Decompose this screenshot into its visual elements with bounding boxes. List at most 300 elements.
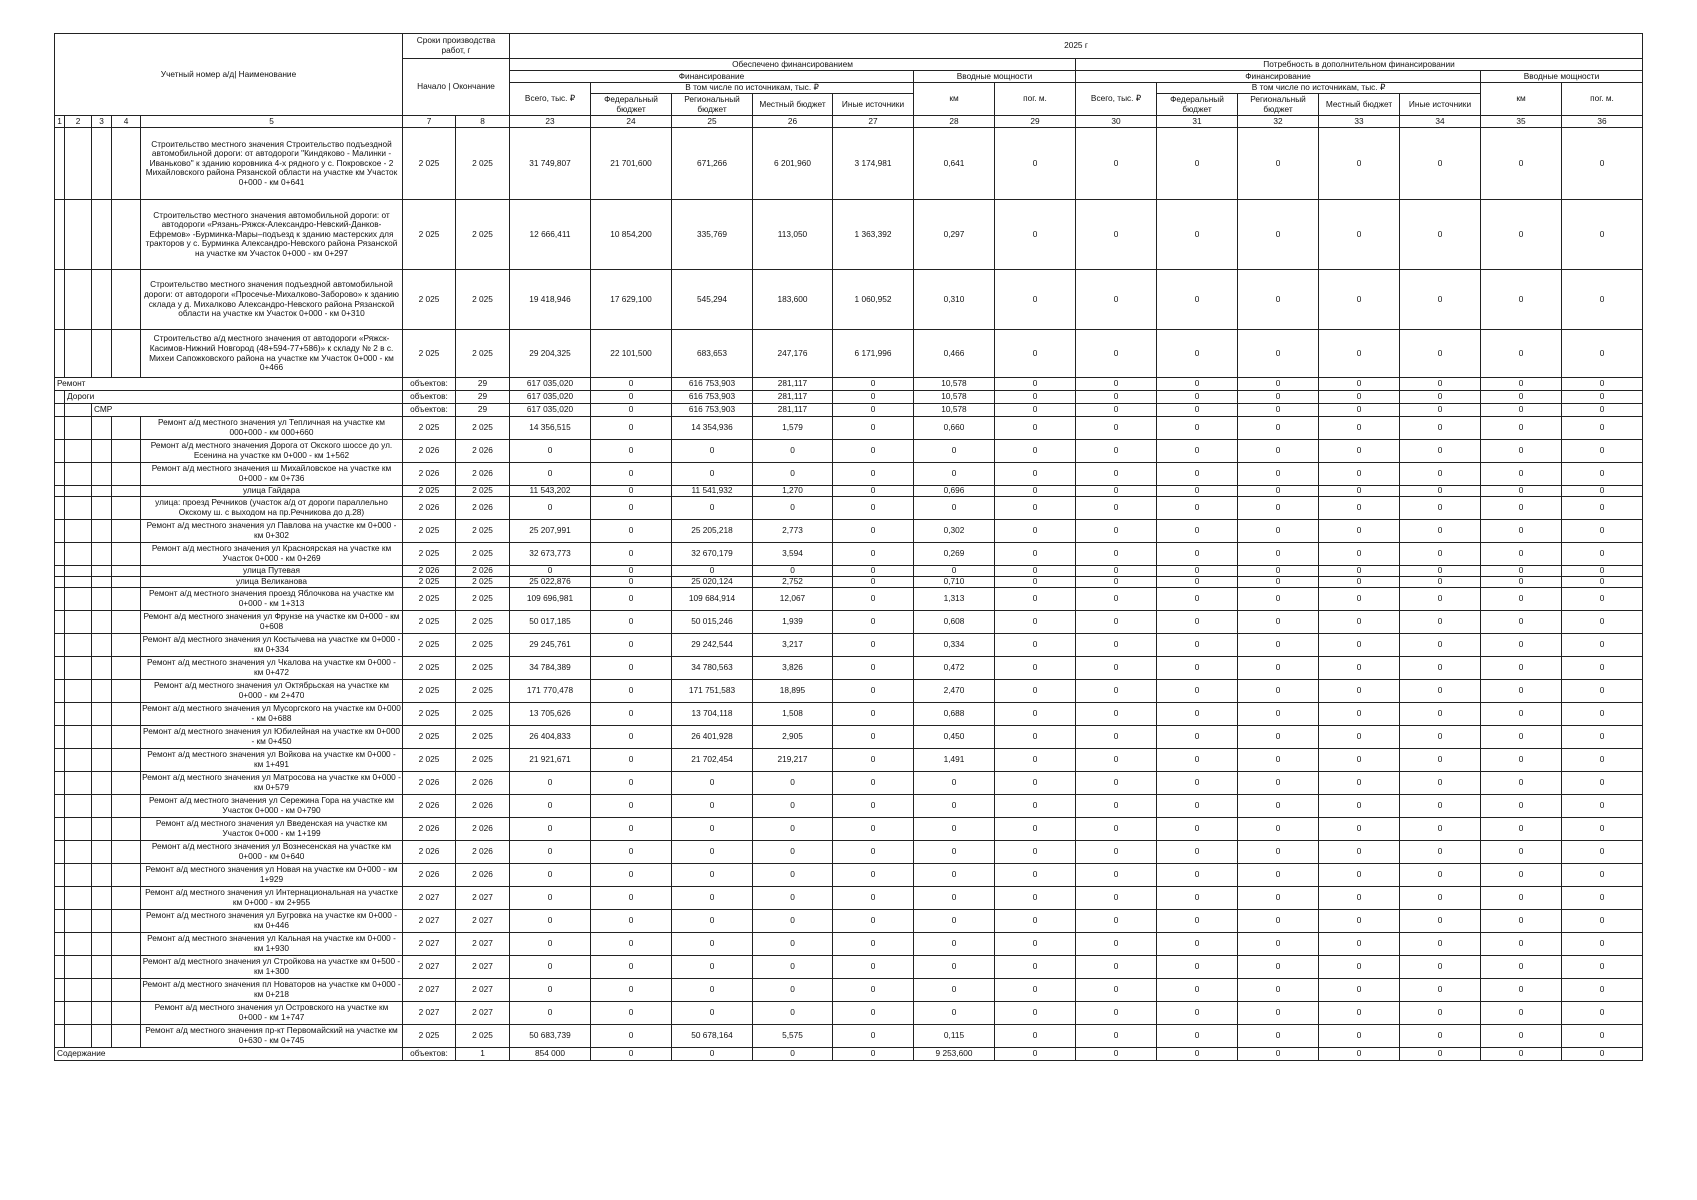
summary-label: Содержание (55, 1048, 403, 1061)
value-cell: 0 (510, 979, 591, 1002)
table-row (55, 726, 1643, 749)
end-year: 2 026 (456, 497, 510, 520)
value-cell: 0 (833, 391, 914, 404)
value-cell: 0 (510, 841, 591, 864)
value-cell: 0 (914, 1002, 995, 1025)
object-name: Ремонт а/д местного значения ул Чкалова на участке км 0+000 - км 0+472 (141, 657, 403, 680)
indent-cell (112, 887, 141, 910)
value-cell: 0 (914, 887, 995, 910)
pog-m-header-2: пог. м. (1562, 83, 1643, 116)
indent-cell (65, 128, 92, 200)
value-cell: 0 (833, 818, 914, 841)
value-cell: 0 (995, 1025, 1076, 1048)
table-row (55, 680, 1643, 703)
value-cell: 0 (1238, 611, 1319, 634)
value-cell: 0 (1319, 404, 1400, 417)
indent-cell (92, 520, 112, 543)
value-cell: 0 (1481, 933, 1562, 956)
value-cell: 0 (1238, 486, 1319, 497)
regional-header: Региональный бюджет (672, 94, 753, 116)
value-cell: 0 (1400, 749, 1481, 772)
value-cell: 0 (1238, 128, 1319, 200)
table-row (55, 486, 1643, 497)
value-cell: 0 (1238, 634, 1319, 657)
value-cell: 0 (1319, 463, 1400, 486)
value-cell: 0 (1481, 910, 1562, 933)
value-cell: 18,895 (753, 680, 833, 703)
value-cell: 0 (1157, 841, 1238, 864)
indent-cell (112, 440, 141, 463)
value-cell: 0 (591, 497, 672, 520)
value-cell: 0 (1076, 887, 1157, 910)
value-cell: 0 (995, 577, 1076, 588)
value-cell: 0 (672, 864, 753, 887)
value-cell: 0 (1400, 657, 1481, 680)
value-cell: 0 (1238, 440, 1319, 463)
indent-cell (112, 956, 141, 979)
value-cell: 0 (1157, 520, 1238, 543)
value-cell: 19 418,946 (510, 270, 591, 330)
value-cell: 0 (1157, 128, 1238, 200)
value-cell: 0 (1238, 497, 1319, 520)
value-cell: 0 (510, 566, 591, 577)
value-cell: 0 (1076, 772, 1157, 795)
indent-cell (65, 463, 92, 486)
value-cell: 0 (1238, 818, 1319, 841)
value-cell: 219,217 (753, 749, 833, 772)
value-cell: 0 (995, 726, 1076, 749)
value-cell: 0 (1481, 200, 1562, 270)
other-header: Иные источники (833, 94, 914, 116)
financing-header-2: Финансирование (1076, 71, 1481, 83)
value-cell: 0 (1319, 486, 1400, 497)
indent-cell (92, 680, 112, 703)
indent-cell (92, 497, 112, 520)
value-cell: 0 (1562, 726, 1643, 749)
end-year: 2 026 (456, 795, 510, 818)
value-cell: 25 205,218 (672, 520, 753, 543)
value-cell: 21 702,454 (672, 749, 753, 772)
end-year: 2 025 (456, 749, 510, 772)
value-cell: 10,578 (914, 391, 995, 404)
value-cell: 0 (833, 979, 914, 1002)
value-cell: 0 (995, 404, 1076, 417)
federal-header: Федеральный бюджет (591, 94, 672, 116)
value-cell: 0 (1562, 887, 1643, 910)
value-cell: 0,297 (914, 200, 995, 270)
value-cell: 0 (833, 887, 914, 910)
value-cell: 0,302 (914, 520, 995, 543)
start-year: 2 025 (403, 749, 456, 772)
indent-cell (55, 703, 65, 726)
value-cell: 0 (1157, 417, 1238, 440)
value-cell: 0 (1400, 979, 1481, 1002)
value-cell: 0 (1481, 330, 1562, 378)
value-cell: 0 (1076, 1025, 1157, 1048)
indent-cell (55, 417, 65, 440)
object-name: улица Путевая (141, 566, 403, 577)
object-name: Ремонт а/д местного значения ул Стройкова на участке км 0+500 - км 1+300 (141, 956, 403, 979)
value-cell: 34 780,563 (672, 657, 753, 680)
value-cell: 0 (591, 543, 672, 566)
summary-row (55, 404, 1643, 417)
start-year: 2 025 (403, 270, 456, 330)
start-year: 2 025 (403, 577, 456, 588)
value-cell: 0 (995, 417, 1076, 440)
value-cell: 0 (1157, 1025, 1238, 1048)
value-cell: 0 (833, 680, 914, 703)
value-cell: 0 (1481, 128, 1562, 200)
indent-cell (55, 726, 65, 749)
value-cell: 0 (1562, 463, 1643, 486)
object-name: улица: проезд Речников (участок а/д от дороги параллельно Окскому ш. с выходом на пр.Речникова до д.28) (141, 497, 403, 520)
value-cell: 0 (1157, 611, 1238, 634)
end-year: 2 025 (456, 1025, 510, 1048)
value-cell: 0 (1319, 726, 1400, 749)
end-year: 2 027 (456, 1002, 510, 1025)
indent-cell (65, 956, 92, 979)
value-cell: 0 (591, 956, 672, 979)
value-cell: 0 (1400, 795, 1481, 818)
value-cell: 0 (995, 841, 1076, 864)
value-cell: 0 (591, 378, 672, 391)
object-name: Ремонт а/д местного значения ул Юбилейная на участке км 0+000 - км 0+450 (141, 726, 403, 749)
value-cell: 0 (672, 1048, 753, 1061)
start-year: 2 026 (403, 566, 456, 577)
value-cell: 0 (914, 979, 995, 1002)
value-cell: 0 (1157, 543, 1238, 566)
value-cell: 0 (753, 566, 833, 577)
end-year: 2 027 (456, 933, 510, 956)
value-cell: 0 (1400, 404, 1481, 417)
value-cell: 0 (1157, 703, 1238, 726)
end-year: 2 025 (456, 680, 510, 703)
value-cell: 9 253,600 (914, 1048, 995, 1061)
value-cell: 0 (995, 200, 1076, 270)
column-index: 32 (1238, 116, 1319, 128)
object-name: Ремонт а/д местного значения Дорога от Окского шоссе до ул. Есенина на участке км 0+000 - км 1+562 (141, 440, 403, 463)
value-cell: 0 (1157, 391, 1238, 404)
value-cell: 0 (833, 703, 914, 726)
value-cell: 0,688 (914, 703, 995, 726)
value-cell: 0 (1400, 680, 1481, 703)
indent-cell (55, 543, 65, 566)
km-header-2: км (1481, 83, 1562, 116)
value-cell: 14 356,515 (510, 417, 591, 440)
name-column-header: Учетный номер а/д| Наименование (55, 34, 403, 116)
value-cell: 25 020,124 (672, 577, 753, 588)
value-cell: 0 (1157, 404, 1238, 417)
object-name: Ремонт а/д местного значения ул Красноярская на участке км Участок 0+000 - км 0+269 (141, 543, 403, 566)
indent-cell (92, 979, 112, 1002)
indent-cell (65, 772, 92, 795)
value-cell: 0 (510, 864, 591, 887)
value-cell: 0 (1157, 933, 1238, 956)
value-cell: 0 (1157, 497, 1238, 520)
value-cell: 50 017,185 (510, 611, 591, 634)
object-name: Строительство а/д местного значения от автодороги «Ряжск-Касимов-Нижний Новгород (48+594-77+586)» к складу № 2 в с. Михеи Сапожковского района на участке км Участок 0+000 - км 0+466 (141, 330, 403, 378)
end-year: 2 026 (456, 440, 510, 463)
value-cell: 0 (1562, 772, 1643, 795)
value-cell: 0 (1157, 910, 1238, 933)
value-cell: 0 (1562, 611, 1643, 634)
value-cell: 0 (672, 795, 753, 818)
value-cell: 0 (1481, 979, 1562, 1002)
value-cell: 0 (672, 1002, 753, 1025)
indent-cell (92, 726, 112, 749)
start-year: 2 026 (403, 818, 456, 841)
object-name: Ремонт а/д местного значения ул Бугровка на участке км 0+000 - км 0+446 (141, 910, 403, 933)
table-row (55, 772, 1643, 795)
indent-cell (55, 772, 65, 795)
value-cell: 0 (833, 577, 914, 588)
indent-cell (65, 795, 92, 818)
value-cell: 3,594 (753, 543, 833, 566)
value-cell: 6 171,996 (833, 330, 914, 378)
value-cell: 0 (1319, 818, 1400, 841)
indent-cell (92, 795, 112, 818)
value-cell: 0 (1238, 566, 1319, 577)
value-cell: 0 (1562, 703, 1643, 726)
value-cell: 0 (1400, 200, 1481, 270)
indent-cell (92, 1002, 112, 1025)
summary-row (55, 391, 1643, 404)
value-cell: 12 666,411 (510, 200, 591, 270)
end-year: 2 027 (456, 887, 510, 910)
total-header-2: Всего, тыс. ₽ (1076, 83, 1157, 116)
indent-cell (55, 841, 65, 864)
value-cell: 0 (1481, 772, 1562, 795)
value-cell: 29 204,325 (510, 330, 591, 378)
value-cell: 0 (833, 566, 914, 577)
indent-cell (92, 910, 112, 933)
value-cell: 0 (1238, 979, 1319, 1002)
indent-cell (92, 818, 112, 841)
indent-cell (65, 270, 92, 330)
value-cell: 0 (1562, 128, 1643, 200)
indent-cell (65, 543, 92, 566)
object-name: улица Гайдара (141, 486, 403, 497)
value-cell: 0 (1319, 795, 1400, 818)
value-cell: 0 (753, 440, 833, 463)
value-cell: 0 (1238, 657, 1319, 680)
value-cell: 0 (995, 391, 1076, 404)
value-cell: 0 (1400, 378, 1481, 391)
value-cell: 0 (591, 1025, 672, 1048)
table-row (55, 497, 1643, 520)
indent-cell (112, 703, 141, 726)
value-cell: 0,466 (914, 330, 995, 378)
value-cell: 0 (1481, 588, 1562, 611)
value-cell: 0 (672, 933, 753, 956)
indent-cell (92, 577, 112, 588)
value-cell: 0 (914, 795, 995, 818)
count-value: 29 (456, 378, 510, 391)
value-cell: 0 (1238, 726, 1319, 749)
value-cell: 0 (833, 543, 914, 566)
indent-cell (112, 520, 141, 543)
object-name: Строительство местного значения автомобильной дороги: от автодороги «Рязань-Ряжск-Александро-Невский-Данков-Ефремов» -Бурминка-Мары–подъезд к зданию мастерских для тракторов у с. Бурминка Александро-Невского района Рязанской на участке км Участок 0+000 - км 0+297 (141, 200, 403, 270)
table-row (55, 440, 1643, 463)
table-row (55, 887, 1643, 910)
value-cell: 0 (995, 795, 1076, 818)
value-cell: 0 (1157, 887, 1238, 910)
column-index: 1 (55, 116, 65, 128)
value-cell: 617 035,020 (510, 391, 591, 404)
indent-cell (92, 634, 112, 657)
object-name: Ремонт а/д местного значения ул Интернациональная на участке км 0+000 - км 2+955 (141, 887, 403, 910)
indent-cell (65, 200, 92, 270)
value-cell: 0,115 (914, 1025, 995, 1048)
value-cell: 0 (995, 933, 1076, 956)
count-label: объектов: (403, 1048, 456, 1061)
indent-cell (92, 463, 112, 486)
value-cell: 0 (753, 818, 833, 841)
value-cell: 0 (914, 566, 995, 577)
value-cell: 2,470 (914, 680, 995, 703)
value-cell: 0 (1076, 404, 1157, 417)
value-cell: 1,313 (914, 588, 995, 611)
value-cell: 0 (1562, 1002, 1643, 1025)
column-index: 4 (112, 116, 141, 128)
start-year: 2 027 (403, 956, 456, 979)
table-row (55, 543, 1643, 566)
value-cell: 0 (591, 749, 672, 772)
value-cell: 0 (753, 933, 833, 956)
end-year: 2 027 (456, 910, 510, 933)
object-name: Ремонт а/д местного значения ул Новая на участке км 0+000 - км 1+929 (141, 864, 403, 887)
value-cell: 0 (672, 818, 753, 841)
value-cell: 0 (1238, 680, 1319, 703)
value-cell: 616 753,903 (672, 391, 753, 404)
value-cell: 0 (1319, 588, 1400, 611)
indent-cell (112, 566, 141, 577)
value-cell: 281,117 (753, 378, 833, 391)
indent-cell (92, 200, 112, 270)
start-year: 2 026 (403, 463, 456, 486)
value-cell: 0 (1238, 956, 1319, 979)
value-cell: 0 (672, 956, 753, 979)
value-cell: 0 (995, 910, 1076, 933)
indent-cell (65, 520, 92, 543)
value-cell: 0 (1076, 864, 1157, 887)
table-row (55, 749, 1643, 772)
end-year: 2 025 (456, 543, 510, 566)
indent-cell (112, 543, 141, 566)
start-year: 2 025 (403, 680, 456, 703)
value-cell: 0 (591, 634, 672, 657)
indent-cell (65, 611, 92, 634)
object-name: Ремонт а/д местного значения ул Вознесенская на участке км 0+000 - км 0+640 (141, 841, 403, 864)
value-cell: 0 (995, 979, 1076, 1002)
indent-cell (55, 497, 65, 520)
financing-table (54, 33, 1643, 1061)
start-year: 2 027 (403, 887, 456, 910)
value-cell: 0 (1562, 956, 1643, 979)
value-cell: 0 (1481, 404, 1562, 417)
value-cell: 0 (1238, 391, 1319, 404)
indent-cell (55, 486, 65, 497)
year-header: 2025 г (510, 34, 1643, 59)
value-cell: 0 (1157, 486, 1238, 497)
indent-cell (92, 956, 112, 979)
indent-cell (92, 749, 112, 772)
value-cell: 0 (1076, 520, 1157, 543)
value-cell: 0 (591, 680, 672, 703)
value-cell: 3,826 (753, 657, 833, 680)
value-cell: 0 (753, 841, 833, 864)
value-cell: 0 (1076, 703, 1157, 726)
value-cell: 0 (995, 956, 1076, 979)
indent-cell (92, 887, 112, 910)
value-cell: 0 (1562, 440, 1643, 463)
indent-cell (55, 933, 65, 956)
value-cell: 32 670,179 (672, 543, 753, 566)
value-cell: 0 (833, 726, 914, 749)
column-index: 23 (510, 116, 591, 128)
value-cell: 0 (1400, 818, 1481, 841)
value-cell: 0 (1319, 680, 1400, 703)
value-cell: 0 (995, 330, 1076, 378)
start-year: 2 026 (403, 795, 456, 818)
start-year: 2 026 (403, 841, 456, 864)
value-cell: 21 701,600 (591, 128, 672, 200)
value-cell: 0 (1319, 440, 1400, 463)
value-cell: 0 (1157, 749, 1238, 772)
value-cell: 113,050 (753, 200, 833, 270)
table-row (55, 417, 1643, 440)
value-cell: 0 (1076, 497, 1157, 520)
value-cell: 0 (591, 1048, 672, 1061)
value-cell: 50 683,739 (510, 1025, 591, 1048)
column-index: 31 (1157, 116, 1238, 128)
value-cell: 0 (1076, 680, 1157, 703)
value-cell: 0 (1481, 417, 1562, 440)
table-row (55, 128, 1643, 200)
indent-cell (55, 1002, 65, 1025)
value-cell: 0 (1481, 566, 1562, 577)
value-cell: 0 (1157, 1048, 1238, 1061)
value-cell: 0 (914, 864, 995, 887)
value-cell: 0 (753, 497, 833, 520)
value-cell: 0 (833, 440, 914, 463)
value-cell: 6 201,960 (753, 128, 833, 200)
value-cell: 2,773 (753, 520, 833, 543)
value-cell: 0 (1319, 841, 1400, 864)
indent-cell (112, 933, 141, 956)
value-cell: 0 (1076, 270, 1157, 330)
value-cell: 0 (1481, 270, 1562, 330)
column-index: 30 (1076, 116, 1157, 128)
count-value: 1 (456, 1048, 510, 1061)
indent-cell (55, 956, 65, 979)
value-cell: 0 (1562, 520, 1643, 543)
value-cell: 0 (1076, 749, 1157, 772)
value-cell: 0 (833, 864, 914, 887)
value-cell: 1,579 (753, 417, 833, 440)
value-cell: 0 (1562, 818, 1643, 841)
value-cell: 0 (1076, 128, 1157, 200)
value-cell: 0 (1319, 956, 1400, 979)
value-cell: 247,176 (753, 330, 833, 378)
value-cell: 0 (1076, 463, 1157, 486)
end-year: 2 026 (456, 772, 510, 795)
value-cell: 0 (1481, 440, 1562, 463)
value-cell: 0 (833, 634, 914, 657)
indent-cell (112, 979, 141, 1002)
value-cell: 0 (753, 772, 833, 795)
value-cell: 0 (1319, 1048, 1400, 1061)
